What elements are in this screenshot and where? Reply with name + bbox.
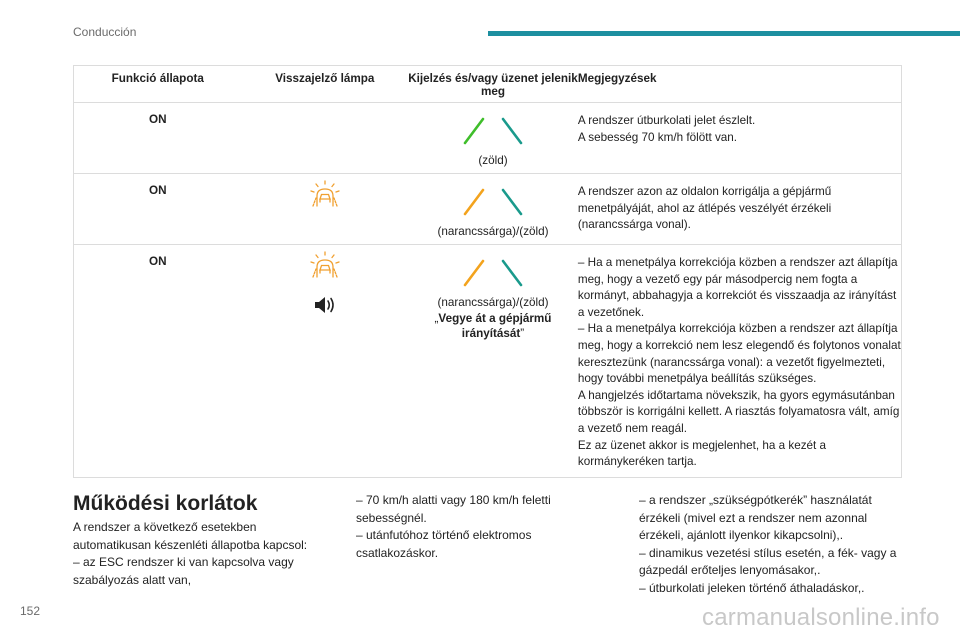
display-caption: (narancssárga)/(zöld): [437, 225, 549, 238]
table-row: [74, 103, 902, 174]
display-message: [408, 311, 578, 342]
col-header-status: Funkció állapota: [74, 66, 242, 103]
lane-lines-orange-green-icon: [461, 257, 525, 287]
watermark: carmanualsonline.info: [702, 604, 940, 631]
note-line: A sebesség 70 km/h fölött van.: [577, 130, 738, 144]
list-item: – útburkolati jeleken történő áthaladáskor,.: [639, 580, 865, 595]
paragraph: A rendszer a következő esetekben automatikusan készenléti állapotba kapcsol:: [73, 520, 308, 552]
display-caption: (zöld): [478, 154, 508, 167]
list-item: – a rendszer „szükségpótkerék” használatát érzékeli (mivel ezt a rendszer nem azonnal érzékeli, ajánlott ilyenkor kikapcsolni),.: [639, 493, 872, 542]
quote-close: ”: [520, 327, 525, 340]
header-section-title: Conducción: [73, 25, 137, 39]
table-row: [74, 174, 902, 245]
note-line: A hangjelzés időtartama növekszik, ha gyors egymásutánban többször is korrigálni kellett. A riasztás folyamatosra vált, amíg a vezető nem reagál.: [577, 388, 900, 435]
lane-assist-warning-lamp-icon: [310, 251, 340, 279]
list-item: – dinamikus vezetési stílus esetén, a fék- vagy a gázpedál erőteljes lenyomásakor,.: [639, 545, 897, 577]
display-caption: (narancssárga)/(zöld): [437, 296, 549, 309]
note-line: – Ha a menetpálya korrekciója közben a rendszer azt állapítja meg, hogy a korrekció nem lesz elegendő és folytonos vonalat keresztezünk (narancssárga vonal): a vezetőt figyelmezteti, hogy további menetpálya beállítás szükséges.: [577, 322, 901, 386]
table-header-row: [74, 66, 902, 103]
col-header-lamp: Visszajelző lámpa: [242, 66, 409, 103]
speaker-sound-icon: [313, 295, 337, 315]
table-row: [74, 245, 902, 478]
limits-column-3: [639, 492, 904, 597]
page-number: 152: [20, 604, 41, 618]
quote-open: „: [434, 311, 439, 325]
col-header-display: Kijelzés és/vagy üzenet jelenik meg: [408, 66, 578, 103]
limits-column-2: [356, 492, 606, 562]
note-line: A rendszer útburkolati jelet észlelt.: [577, 114, 756, 127]
note-line: Ez az üzenet akkor is megjelenhet, ha a kezét a kormánykeréken tartja.: [577, 438, 827, 469]
status-value: ON: [148, 113, 167, 126]
status-value: ON: [148, 255, 167, 268]
lamp-cell-empty: [242, 103, 409, 174]
lane-assist-warning-lamp-icon: [310, 180, 340, 208]
lane-lines-green-green-icon: [461, 115, 525, 145]
note-line: A rendszer azon az oldalon korrigálja a gépjármű menetpályáját, ahol az átlépés veszélyét érzékeli (narancssárga vonal).: [577, 185, 832, 232]
status-value: ON: [148, 184, 167, 197]
section-heading: Működési korlátok: [73, 492, 258, 515]
list-item: – 70 km/h alatti vagy 180 km/h feletti sebességnél.: [356, 493, 551, 525]
note-line: – Ha a menetpálya korrekciója közben a rendszer azt állapítja meg, hogy a vezető egy pár másodpercig nem fogta a kormányt, abbahagyja a korrekciót és visszaadja az irányítást a vezetőnek.: [577, 256, 898, 319]
header-accent-bar: [488, 31, 960, 36]
limits-column-1: [73, 519, 323, 589]
list-item: – az ESC rendszer ki van kapcsolva vagy szabályozás alatt van,: [73, 555, 294, 587]
list-item: – utánfutóhoz történő elektromos csatlakozáskor.: [356, 528, 532, 560]
lane-lines-orange-green-icon: [461, 186, 525, 216]
message-text: Vegye át a gépjármű irányítását: [438, 311, 552, 340]
col-header-notes: Megjegyzések: [578, 66, 902, 103]
function-status-table: [73, 65, 902, 478]
